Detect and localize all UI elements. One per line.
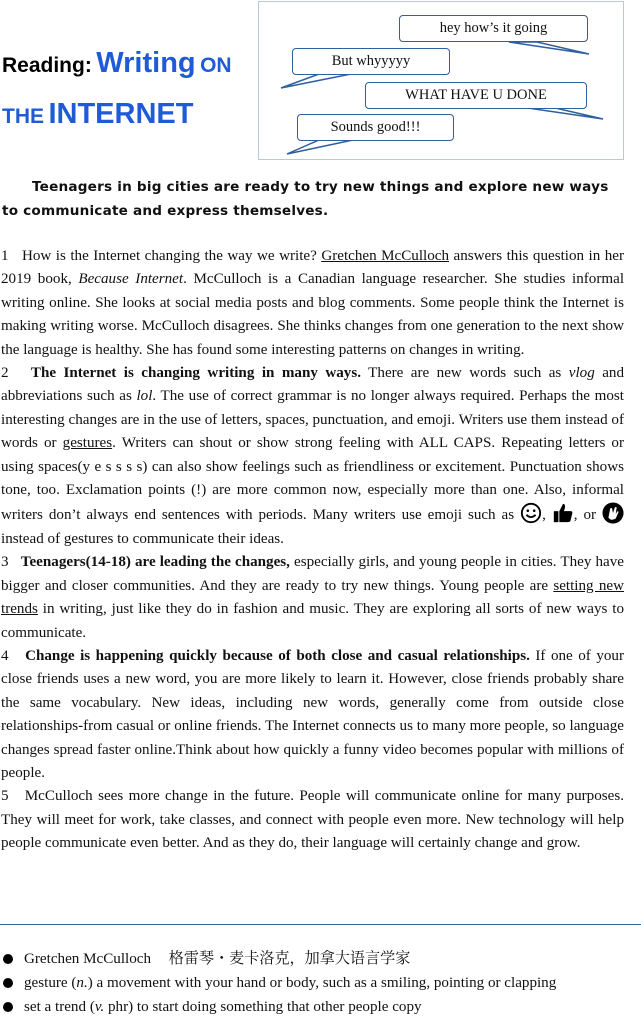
glossary-term: Gretchen McCulloch (24, 951, 151, 967)
chat-bubble-question: But whyyyyy (292, 48, 450, 75)
topic-sentence: The Internet is changing writing in many ways. (30, 365, 361, 382)
paragraph-1 (1, 245, 624, 362)
topic-sentence: Change is happening quickly because of both close and casual relationships. (25, 647, 530, 664)
part-of-speech: (n.) (71, 975, 93, 991)
text: and abbreviations such as (1, 365, 624, 405)
topic-sentence: Teenagers(14-18) are leading the changes, (20, 554, 290, 571)
title-internet-word: INTERNET (48, 98, 194, 130)
title-reading-label: Reading: (2, 54, 92, 77)
bubble-tail-2 (281, 74, 351, 88)
glossary-term: gesture (24, 975, 68, 991)
chat-bubble-greeting: hey how’s it going (399, 15, 588, 42)
glossary-term: set a trend (24, 999, 87, 1015)
chat-bubble-caps: WHAT HAVE U DONE (365, 82, 587, 109)
text: . The use of correct grammar is no longer always required. Perhaps the most interesting changes are in the use of letters, spaces, punctuation, and emoji. Writers use them instead of words or (1, 388, 624, 452)
smiley-face-icon (520, 502, 542, 524)
paragraph-2 (1, 362, 624, 551)
paragraph-5 (1, 785, 624, 855)
text: answers this question in her 2019 book, (1, 248, 625, 288)
title-on-word: ON (200, 54, 232, 77)
book-title: Because Internet (78, 271, 184, 288)
glossary-item (0, 995, 641, 1019)
paragraph-3 (1, 551, 624, 645)
glossary-item (0, 947, 641, 971)
text: especially girls, and young people in cities. They have bigger and closer communities. And they are ready to try new things. Young people are (1, 554, 624, 594)
glossary-definition: 格雷琴・麦卡洛克，加拿大语言学家 (168, 951, 411, 967)
glossary-item (0, 971, 641, 995)
title-the-word: THE (2, 105, 44, 128)
text: If one of your close friends uses a new word, you are more likely to learn it. However, close friends probably share the same vocabulary. New ideas, including new words, generally come from outside close relationships-from casual or online friends. The Internet connects us to many more people, so language changes spread faster online.Think about how quickly a funny video becomes popular with millions of people. (1, 647, 625, 781)
author-name: Gretchen McCulloch (321, 248, 450, 264)
text: instead of gestures to communicate their ideas. (1, 530, 284, 547)
chat-bubble-reply: Sounds good!!! (297, 114, 454, 141)
paragraph-4 (1, 645, 624, 785)
paragraph-number: 3 (1, 554, 9, 571)
thumbs-up-icon (552, 502, 574, 524)
article-title (2, 40, 257, 142)
text: There are new words such as (368, 365, 562, 382)
paragraph-number: 2 (1, 365, 9, 382)
paragraph-number: 1 (1, 248, 9, 264)
text: in writing, just like they do in fashion and music. They are exploring all sorts of new ways to communicate. (1, 601, 624, 641)
text: . McCulloch is a Canadian language researcher. She studies informal writing online. She looks at social media posts and blog comments. Some people think the Internet is making writing worse. McCulloch disagrees. She thinks changes from one generation to the next show the language is healthy. She has found some interesting patterns on changes in writing. (1, 271, 625, 358)
glossary-term-set-trend: setting new trends (1, 577, 625, 618)
bullet-icon (3, 1002, 13, 1012)
paragraph-number: 4 (1, 647, 9, 664)
bullet-icon (3, 978, 13, 988)
title-writing-word: Writing (96, 47, 196, 79)
glossary-list (0, 947, 641, 1019)
chat-bubbles-illustration (258, 1, 624, 160)
bubble-tail-4 (287, 140, 353, 154)
text: , (542, 507, 546, 524)
glossary-divider (0, 924, 641, 925)
glossary-definition: to start doing something that other people copy (136, 999, 422, 1015)
article-subtitle: Teenagers in big cities are ready to try new things and explore new ways to communicate and express themselves. (2, 179, 609, 219)
example-word-vlog: vlog (568, 365, 595, 382)
bubble-tail-1 (509, 42, 589, 54)
clapping-hands-icon (602, 502, 624, 524)
paragraph-number: 5 (1, 788, 9, 805)
glossary-definition: a movement with your hand or body, such as a smiling, pointing or clapping (96, 975, 557, 991)
text: , or (573, 507, 597, 524)
glossary-term-gestures: gestures (62, 435, 113, 452)
example-word-lol: lol (136, 388, 153, 405)
article-body (1, 245, 624, 856)
part-of-speech: (v. phr) (89, 999, 134, 1015)
text: McCulloch sees more change in the future. People will communicate online for many purposes. They will meet for work, take classes, and connect with people even more. New technology will help people communicate even better. And as they do, their language will certainly change and grow. (1, 788, 624, 852)
text: . Writers can shout or show strong feeling with ALL CAPS. Repeating letters or using spaces(y e s s s s) can also show feelings such as friendliness or excitement. Punctuation shows tone, too. Exclamation points (!) are more common now, especially more than one. Also, informal writers don’t always end sentences with periods. Many writers use emoji such as (1, 435, 625, 524)
bullet-icon (3, 954, 13, 964)
text: How is the Internet changing the way we write? (21, 248, 317, 264)
